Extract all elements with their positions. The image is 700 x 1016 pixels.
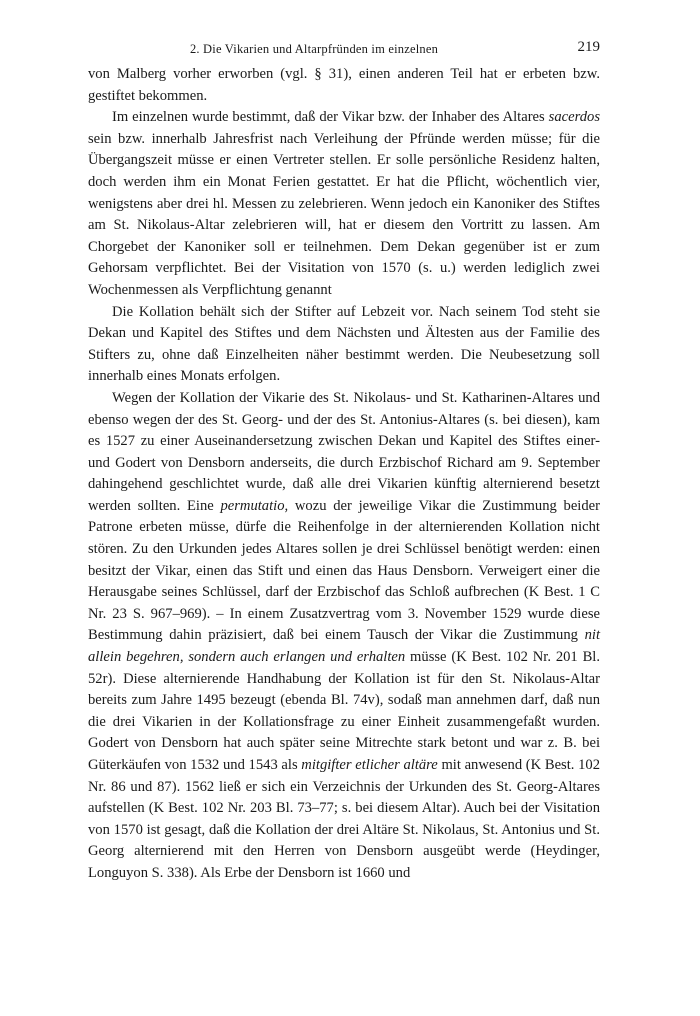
running-title: 2. Die Vikarien und Altarpfründen im einzelnen bbox=[189, 42, 439, 56]
italic-term: mitgifter etlicher altäre bbox=[301, 757, 438, 773]
paragraph bbox=[88, 388, 600, 885]
text-run: von Malberg vorher erworben (vgl. § 31), einen anderen Teil hat er erbeten bzw. gestiftet bekommen. bbox=[88, 66, 600, 104]
body-text bbox=[88, 64, 600, 885]
italic-term: sacerdos bbox=[548, 109, 600, 126]
text-run: müsse (K Best. 102 Nr. 201 Bl. 52r). Diese alternierende Handhabung der Kollation ist für den St. Nikolaus-Altar bereits zum Jahre 1495 bezeugt (ebenda Bl. 74v), sodaß man annehmen darf, daß nun die drei Vikarien in der Kollationsfrage zu einer Einheit zusammengefaßt wurden. Godert von Densborn hat auch später seine Mitrechte stark betont und war z. B. bei Güterkäufen von 1532 und 1543 als bbox=[88, 649, 601, 773]
paragraph bbox=[88, 107, 600, 301]
paragraph bbox=[88, 302, 600, 388]
text-run: wozu der jeweilige Vikar die Zustimmung beider Patrone erbeten müsse, dürfe die Reihenfolge in der alternierenden Kollation nicht stören. Zu den Urkunden jedes Altares sollen je drei Schlüssel benötigt werden: einen besitzt der Vikar, einen das Stift und einen das Haus Densborn. Verweigert einer die Herausgabe seines Schlüssel, darf der Erzbischof das Schloß aufbrechen (K Best. 1 C Nr. 23 S. 967–969). – In einem Zusatzvertrag vom 3. November 1529 wurde diese Bestimmung dahin präzisiert, daß bei einem Tausch der Vikar die Zustimmung bbox=[88, 497, 600, 644]
page-number: 219 bbox=[577, 39, 600, 55]
text-run: mit anwesend (K Best. 102 Nr. 86 und 87). 1562 ließ er sich ein Verzeichnis der Urkunden des St. Georg-Altares aufstellen (K Best. 102 Nr. 203 Bl. 73–77; s. bei diesem Altar). Auch bei der Visitation von 1570 ist gesagt, daß die Kollation der drei Altäre St. Nikolaus, St. Antonius und St. Georg alternierend mit den Herren von Densborn ausgeübt werde (Heydinger, Longuyon S. 338). Als Erbe der Densborn ist 1660 und bbox=[88, 757, 600, 881]
italic-term: nit allein begehren, sondern auch erlangen und erhalten bbox=[88, 627, 600, 666]
paragraph bbox=[88, 64, 600, 107]
text-run: Im einzelnen wurde bestimmt, daß der Vikar bzw. der Inhaber des Altares bbox=[112, 109, 549, 126]
text-run: Wegen der Kollation der Vikarie des St. Nikolaus- und St. Katharinen-Altares und ebenso wegen der des St. Georg- und der des St. Antonius-Altares (s. bei diesen), kam es 1527 zu einer Auseinandersetzung zwischen Dekan und Kapitel des Stiftes einer- und Godert von Densborn anderseits, die durch Erzbischof Richard am 9. September dahingehend geschlichtet wurde, daß alle drei Vikarien künftig alternierend besetzt werden sollten. Eine bbox=[88, 389, 600, 514]
book-page bbox=[88, 36, 600, 885]
text-run: Die Kollation behält sich der Stifter auf Lebzeit vor. Nach seinem Tod steht sie Dekan und Kapitel des Stiftes und dem Nächsten und Ältesten aus der Familie des Stifters zu, ohne daß Einzelheiten näher bestimmt werden. Die Neubesetzung soll innerhalb eines Monats erfolgen. bbox=[88, 303, 600, 385]
italic-term: permutatio, bbox=[220, 497, 289, 514]
running-head bbox=[88, 36, 600, 62]
text-run: sein bzw. innerhalb Jahresfrist nach Verleihung der Pfründe werden müsse; für die Übergangszeit müsse er einen Vertreter stellen. Er solle persönliche Residenz halten, doch werden ihm ein Monat Ferien gestattet. Er hat die Pflicht, wöchentlich vier, wenigstens aber drei hl. Messen zu zelebrieren. Wenn jedoch ein Kanoniker des Stiftes am St. Nikolaus-Altar zelebrieren will, hat er diesem den Vortritt zu lassen. Am Chorgebet der Kanoniker soll er teilnehmen. Dem Dekan gegenüber ist er zum Gehorsam verpflichtet. Bei der Visitation von 1570 (s. u.) werden lediglich zwei Wochenmessen als Verpflichtung genannt bbox=[88, 130, 600, 298]
